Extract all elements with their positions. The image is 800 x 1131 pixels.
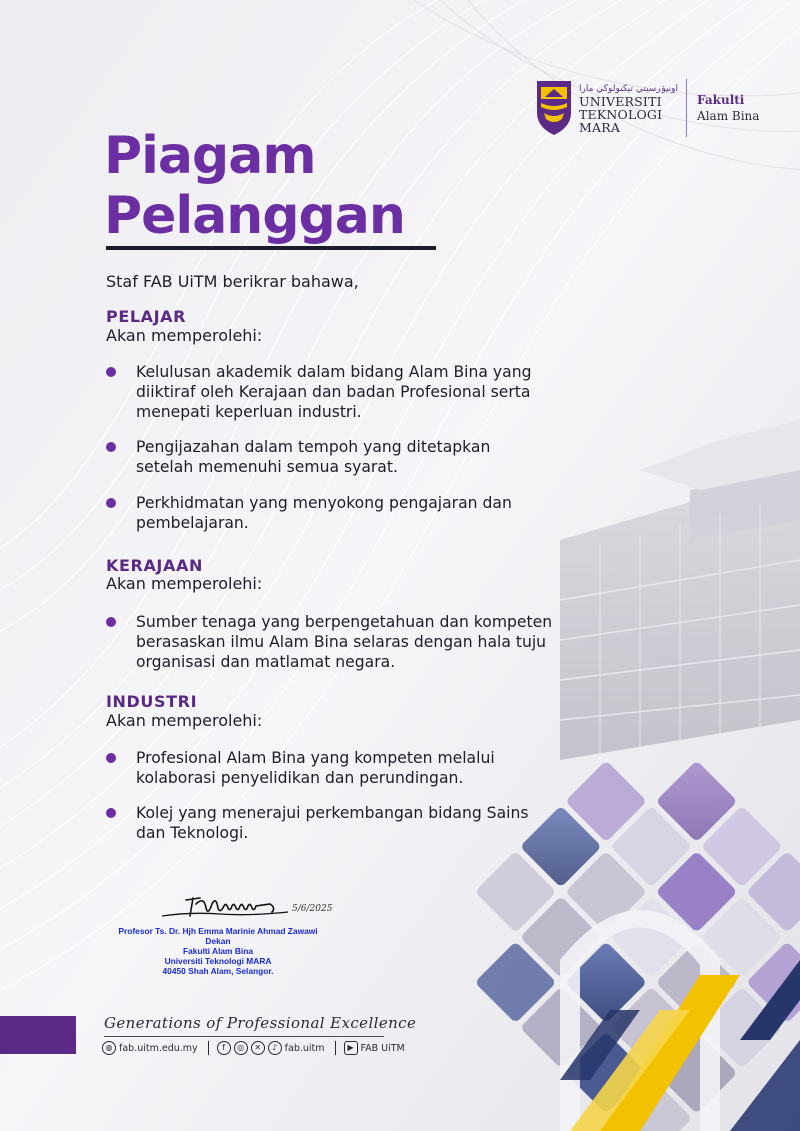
list-item-line: Sumber tenaga yang berpengetahuan dan kompeten (136, 613, 553, 631)
list-item-line: Pengijazahan dalam tempoh yang ditetapkan (136, 438, 491, 456)
section-heading-pelajar: PELAJAR (106, 307, 187, 326)
faculty-label: Fakulti (697, 93, 745, 107)
list-item-line: setelah memenuhi semua syarat. (136, 458, 398, 476)
section-heading-industri: INDUSTRI (106, 692, 198, 711)
page-title-line-2: Pelanggan (104, 186, 405, 246)
page-title (104, 126, 405, 246)
list-item (106, 437, 626, 477)
list-item-line: Profesional Alam Bina yang kompeten melalui (136, 749, 495, 767)
list-item-line: menepati keperluan industri. (136, 403, 362, 421)
list-item-line: dan Teknologi. (136, 824, 249, 842)
list-item-line: diiktiraf oleh Kerajaan dan badan Profesional serta (136, 383, 531, 401)
uitm-name-line-2: TEKNOLOGI (579, 106, 663, 122)
website-link[interactable]: fab.uitm.edu.my (119, 1042, 198, 1054)
list-item (106, 362, 626, 422)
social-handle[interactable]: fab.uitm (284, 1042, 325, 1054)
divider (208, 1041, 209, 1055)
list-item-line: Kolej yang menerajui perkembangan bidang Sains (136, 804, 529, 822)
bullet-icon (106, 753, 116, 763)
x-icon[interactable]: ✕ (251, 1041, 265, 1055)
bullet-icon (106, 617, 116, 627)
intro-text: Staf FAB UiTM berikrar bahawa, (106, 272, 359, 291)
bullet-icon (106, 442, 116, 452)
signatory-title: Dekan (205, 936, 231, 946)
instagram-icon[interactable]: ◎ (234, 1041, 248, 1055)
uitm-name-line-1: UNIVERSITI (579, 93, 662, 109)
youtube-link[interactable]: FAB UiTM (360, 1042, 405, 1054)
uitm-jawi-text: اونيۏرسيتي تيكنولوڬي مارا (579, 83, 679, 94)
signatory-block (108, 926, 328, 976)
list-item-line: kolaborasi penyelidikan dan perundingan. (136, 769, 464, 787)
social-links (102, 1040, 407, 1056)
list-item (106, 803, 626, 843)
section-subheading-industri: Akan memperolehi: (106, 711, 263, 730)
footer-tagline: Generations of Professional Excellence (104, 1014, 417, 1032)
bullet-icon (106, 808, 116, 818)
signatory-name: Profesor Ts. Dr. Hjh Emma Marinie Ahmad Zawawi (118, 926, 318, 936)
signatory-address: 40450 Shah Alam, Selangor. (162, 966, 274, 976)
section-heading-kerajaan: KERAJAAN (106, 556, 203, 575)
uitm-crest-icon (535, 79, 573, 137)
list-item-line: Kelulusan akademik dalam bidang Alam Bina yang (136, 363, 532, 381)
section-subheading-pelajar: Akan memperolehi: (106, 326, 263, 345)
list-item-line: Perkhidmatan yang menyokong pengajaran dan (136, 494, 512, 512)
uitm-logo (535, 78, 759, 138)
section-subheading-kerajaan: Akan memperolehi: (106, 574, 263, 593)
list-item (106, 748, 626, 788)
logo-divider (686, 79, 687, 137)
footer-rule (104, 1036, 384, 1037)
tiktok-icon[interactable]: ♪ (268, 1041, 282, 1055)
signatory-university: Universiti Teknologi MARA (164, 956, 272, 966)
globe-icon: ◍ (102, 1041, 116, 1055)
list-item-line: organisasi dan matlamat negara. (136, 653, 396, 671)
footer-accent-bar (0, 1016, 76, 1054)
list-item-line: pembelajaran. (136, 514, 249, 532)
youtube-icon[interactable]: ▶ (344, 1041, 358, 1055)
signature-date: 5/6/2025 (292, 904, 333, 914)
faculty-name: Alam Bina (697, 109, 760, 123)
uitm-name-line-3: MARA (579, 119, 621, 135)
title-underline (106, 246, 436, 250)
list-item (106, 493, 626, 533)
page-title-line-1: Piagam (104, 126, 316, 186)
divider (335, 1041, 336, 1055)
signatory-faculty: Fakulti Alam Bina (183, 946, 253, 956)
facebook-icon[interactable]: f (217, 1041, 231, 1055)
signature-mark (160, 890, 290, 922)
list-item-line: berasaskan ilmu Alam Bina selaras dengan hala tuju (136, 633, 547, 651)
bullet-icon (106, 367, 116, 377)
bullet-icon (106, 498, 116, 508)
list-item (106, 612, 626, 672)
